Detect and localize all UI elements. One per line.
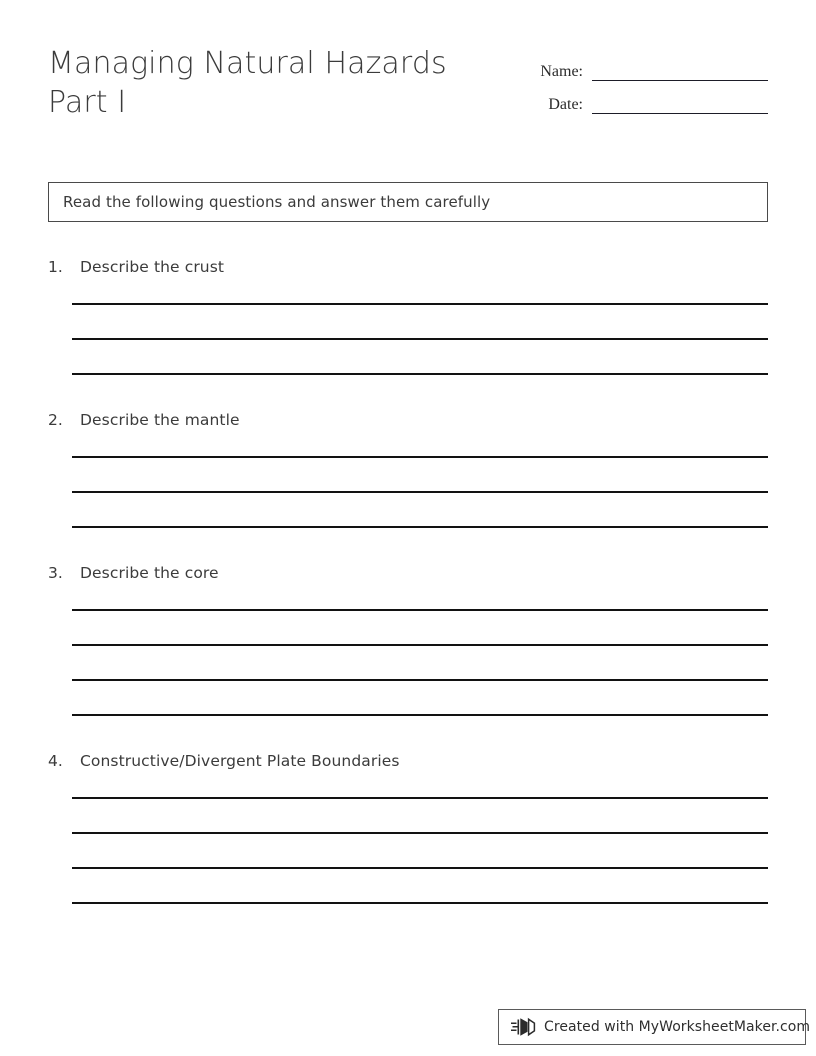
worksheet-maker-badge-text: Created with MyWorksheetMaker.com xyxy=(544,1019,811,1035)
answer-line[interactable] xyxy=(72,902,768,904)
question-text: Describe the core xyxy=(80,564,219,582)
question-spacer xyxy=(48,716,768,752)
page-title xyxy=(48,44,518,122)
date-field-row xyxy=(533,85,768,118)
answer-line[interactable] xyxy=(72,679,768,681)
answer-lines xyxy=(72,303,768,375)
question-heading xyxy=(48,752,768,780)
answer-line[interactable] xyxy=(72,797,768,799)
page-title-line-1: Managing Natural Hazards xyxy=(48,46,447,81)
question-number: 3. xyxy=(48,564,63,582)
answer-line[interactable] xyxy=(72,609,768,611)
answer-line[interactable] xyxy=(72,714,768,716)
question-list xyxy=(48,258,768,904)
myworksheetmaker-logo-icon xyxy=(511,1016,537,1038)
question-heading xyxy=(48,564,768,592)
answer-line[interactable] xyxy=(72,303,768,305)
question-item xyxy=(48,411,768,528)
question-heading xyxy=(48,258,768,286)
answer-line[interactable] xyxy=(72,832,768,834)
name-label: Name: xyxy=(540,63,583,80)
date-label: Date: xyxy=(548,96,583,113)
instruction-text: Read the following questions and answer them carefully xyxy=(63,193,491,211)
question-text: Describe the mantle xyxy=(80,411,240,429)
question-spacer xyxy=(48,375,768,411)
question-number: 1. xyxy=(48,258,63,276)
answer-line[interactable] xyxy=(72,644,768,646)
answer-line[interactable] xyxy=(72,526,768,528)
answer-line[interactable] xyxy=(72,373,768,375)
answer-line[interactable] xyxy=(72,491,768,493)
answer-line[interactable] xyxy=(72,338,768,340)
question-item xyxy=(48,752,768,904)
date-input-rule[interactable] xyxy=(592,113,768,114)
instruction-box xyxy=(48,182,768,222)
question-text: Constructive/Divergent Plate Boundaries xyxy=(80,752,400,770)
answer-line[interactable] xyxy=(72,456,768,458)
question-number: 2. xyxy=(48,411,63,429)
answer-lines xyxy=(72,456,768,528)
question-item xyxy=(48,564,768,716)
question-text: Describe the crust xyxy=(80,258,225,276)
answer-lines xyxy=(72,797,768,904)
worksheet-maker-badge[interactable] xyxy=(498,1009,811,1045)
student-info-block xyxy=(533,52,768,118)
answer-lines xyxy=(72,609,768,716)
question-item xyxy=(48,258,768,375)
question-spacer xyxy=(48,528,768,564)
page-title-line-2: Part I xyxy=(48,85,127,120)
answer-line[interactable] xyxy=(72,867,768,869)
worksheet-header xyxy=(48,44,768,140)
question-number: 4. xyxy=(48,752,63,770)
name-field-row xyxy=(533,52,768,85)
name-input-rule[interactable] xyxy=(592,80,768,81)
question-heading xyxy=(48,411,768,439)
